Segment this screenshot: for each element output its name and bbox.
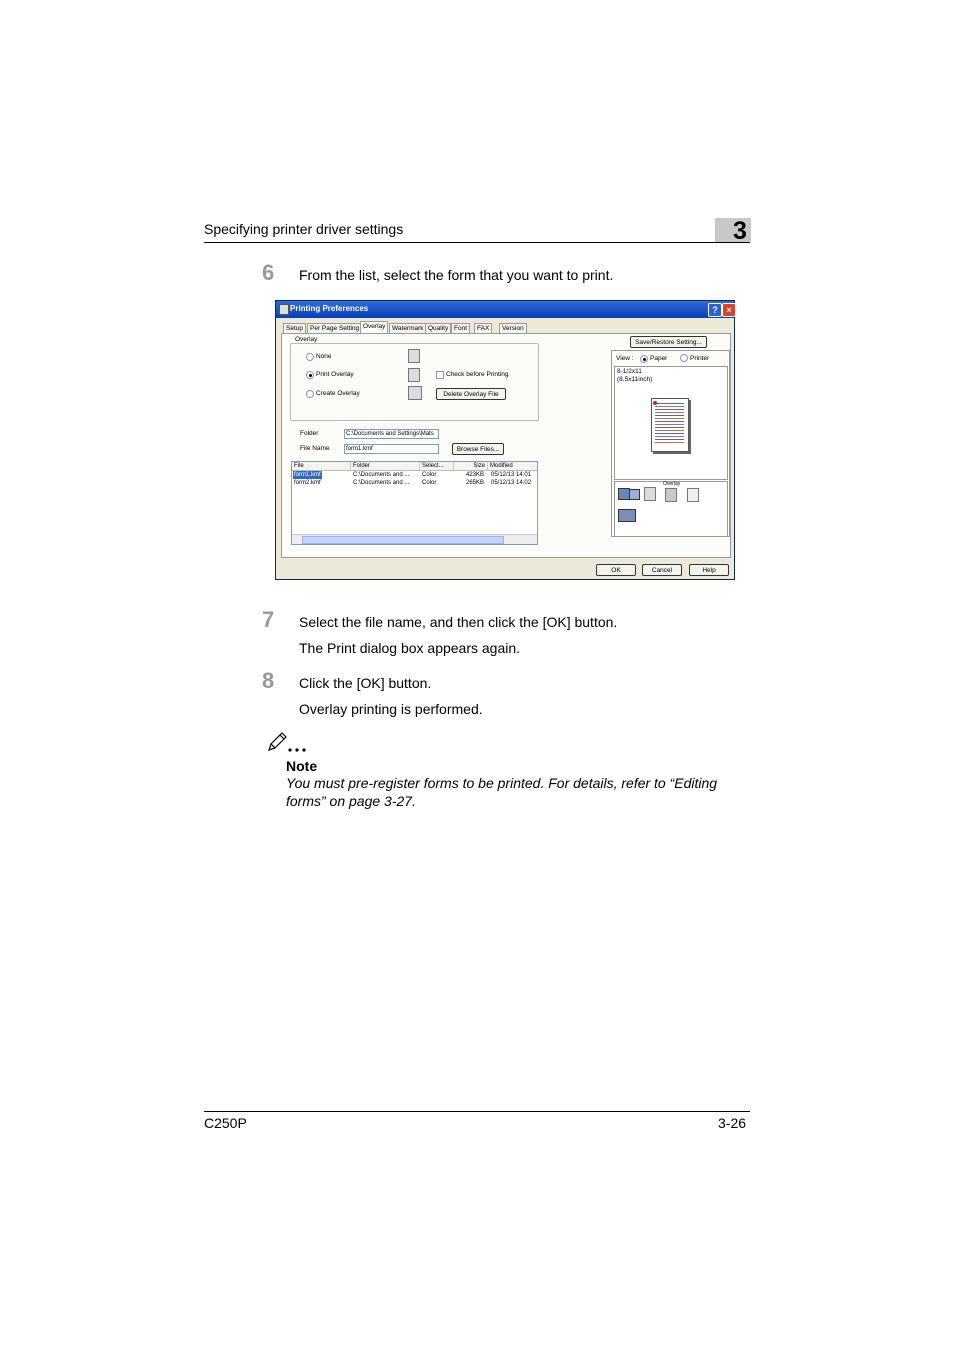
copies-icon — [644, 487, 656, 501]
scrollbar-thumb[interactable] — [302, 536, 504, 544]
step-number-8: 8 — [262, 668, 275, 693]
ok-button[interactable]: OK — [596, 564, 636, 576]
function-icons-area — [614, 481, 728, 537]
save-restore-setting-button[interactable]: Save/Restore Setting... — [630, 336, 707, 348]
list-cell-file: form1.kmf — [294, 472, 321, 478]
check-before-printing-checkbox[interactable] — [436, 371, 444, 379]
list-cell-select: Color — [422, 472, 437, 478]
tab-fax[interactable]: FAX — [474, 323, 492, 333]
table-row[interactable] — [292, 471, 538, 479]
overlay-group-label: Overlay — [295, 336, 318, 343]
list-cell-modified: 05/12/13 14:02 — [491, 480, 532, 486]
paper-size-line1: 8-1/2x11 — [617, 368, 642, 375]
step-8-result: Overlay printing is performed. — [299, 701, 483, 717]
step-number-7: 7 — [262, 607, 275, 632]
table-row[interactable] — [292, 479, 538, 487]
col-header-select[interactable]: Select... — [420, 462, 454, 471]
dialog-title-bar — [276, 301, 734, 318]
view-label: View : — [616, 355, 634, 362]
horizontal-scrollbar[interactable] — [292, 534, 537, 544]
cancel-button[interactable]: Cancel — [642, 564, 682, 576]
step-number-6: 6 — [262, 260, 275, 285]
list-cell-folder: C:\Documents and ... — [353, 472, 410, 478]
overlay-icon-label: Overlay — [663, 481, 681, 487]
note-text-line-1: You must pre-register forms to be printed. For details, refer to “Editing — [286, 775, 718, 791]
dialog-title: Printing Preferences — [290, 304, 369, 313]
list-cell-size: 265KB — [466, 480, 485, 486]
step-7-result: The Print dialog box appears again. — [299, 640, 521, 656]
preview-pane — [611, 350, 730, 537]
tab-quality[interactable]: Quality — [425, 323, 451, 333]
step-8-text: Click the [OK] button. — [299, 675, 432, 691]
check-before-printing-label: Check before Printing — [446, 371, 509, 378]
create-overlay-icon — [408, 386, 422, 400]
step-7-text: Select the file name, and then click the [OK] button. — [299, 614, 618, 630]
overlay-panel — [281, 333, 731, 558]
delete-overlay-file-button[interactable]: Delete Overlay File — [436, 388, 506, 400]
printer-icon — [279, 304, 289, 315]
col-header-size[interactable]: Size — [454, 462, 488, 471]
page-thumbnail — [651, 398, 689, 452]
file-name-field[interactable]: form1.kmf — [344, 444, 439, 454]
radio-create-overlay-label: Create Overlay — [316, 390, 360, 397]
footer-page-number: 3-26 — [718, 1115, 747, 1131]
radio-none[interactable] — [306, 353, 314, 361]
header-rule — [204, 242, 750, 243]
watermark-function-icon — [687, 488, 699, 502]
quality-function-icon — [618, 509, 636, 522]
view-printer-label: Printer — [690, 355, 710, 362]
paper-size-line2: (8.5x11inch) — [617, 376, 653, 383]
page-thumbnail-content — [655, 403, 684, 445]
chapter-number: 3 — [733, 217, 747, 245]
overlay-none-icon — [408, 349, 420, 363]
overlay-function-icon — [665, 488, 677, 502]
file-name-label: File Name — [300, 445, 330, 452]
overlay-marker-icon — [653, 401, 657, 405]
pencil-note-icon — [266, 731, 312, 753]
view-paper-radio[interactable] — [640, 355, 648, 363]
browse-files-button[interactable]: Browse Files... — [452, 443, 504, 455]
close-icon[interactable]: × — [722, 303, 736, 317]
tab-overlay[interactable]: Overlay — [360, 321, 388, 334]
footer-rule — [204, 1111, 750, 1112]
paper-preview — [614, 366, 728, 480]
list-cell-modified: 05/12/13 14:01 — [491, 472, 532, 478]
overlay-file-list[interactable] — [291, 461, 538, 545]
radio-print-overlay[interactable] — [306, 371, 314, 379]
tab-setup[interactable]: Setup — [283, 323, 306, 333]
print-overlay-icon — [408, 368, 420, 382]
col-header-folder[interactable]: Folder — [351, 462, 420, 471]
view-printer-radio[interactable] — [680, 354, 688, 362]
tab-font[interactable]: Font — [451, 323, 470, 333]
folder-field[interactable]: C:\Documents and Settings\Mats — [344, 429, 439, 439]
running-header-title: Specifying printer driver settings — [204, 221, 404, 237]
arrow-icon — [629, 489, 640, 500]
printing-preferences-dialog — [275, 300, 735, 580]
note-label: Note — [286, 758, 318, 774]
tab-watermark[interactable]: Watermark — [389, 323, 427, 333]
radio-create-overlay[interactable] — [306, 390, 314, 398]
list-cell-select: Color — [422, 480, 437, 486]
folder-label: Folder — [300, 430, 319, 437]
note-text-line-2: forms” on page 3-27. — [286, 793, 416, 809]
list-cell-folder: C:\Documents and ... — [353, 480, 410, 486]
footer-model: C250P — [204, 1115, 247, 1131]
list-cell-file: form2.kmf — [294, 480, 321, 486]
radio-print-overlay-label: Print Overlay — [316, 371, 354, 378]
tab-per-page-setting[interactable]: Per Page Setting — [307, 323, 362, 333]
tab-version[interactable]: Version — [499, 323, 527, 333]
radio-none-label: None — [316, 353, 332, 360]
view-paper-label: Paper — [650, 355, 668, 362]
col-header-modified[interactable]: Modified — [488, 462, 538, 471]
step-6-text: From the list, select the form that you want to print. — [299, 267, 614, 283]
title-help-button[interactable]: ? — [708, 303, 722, 317]
col-header-file[interactable]: File — [292, 462, 351, 471]
help-button[interactable]: Help — [689, 564, 729, 576]
list-cell-size: 423KB — [466, 472, 485, 478]
